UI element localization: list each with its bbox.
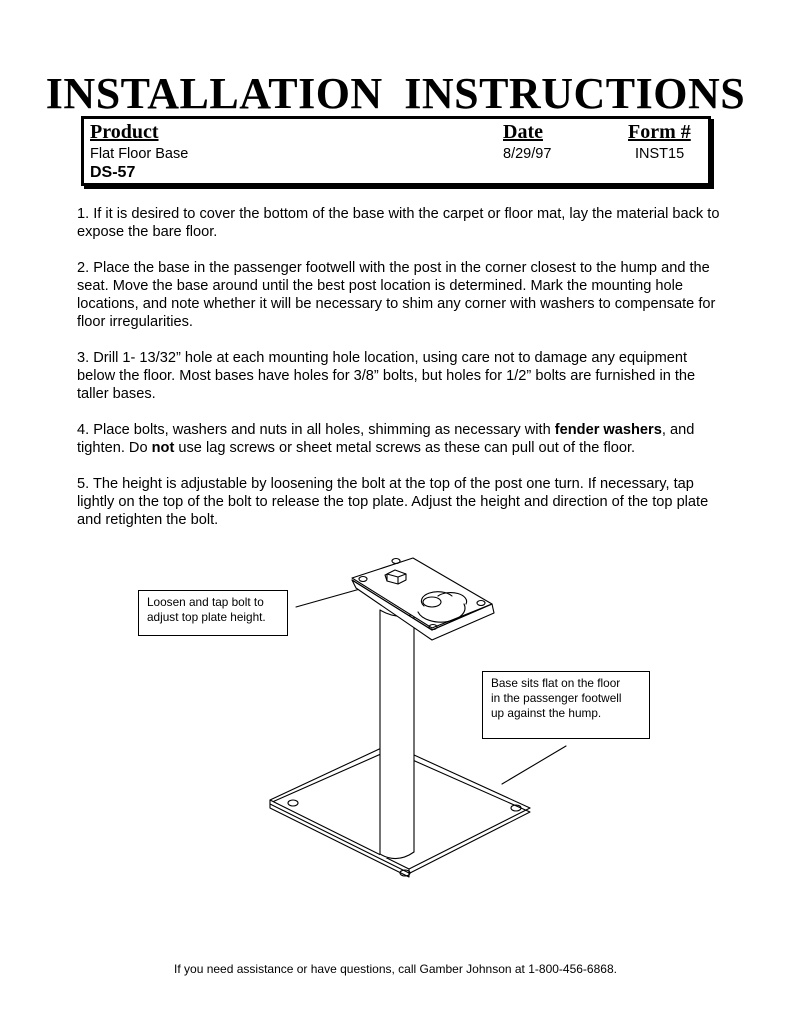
form-value: INST15: [635, 146, 685, 162]
product-value: Flat Floor Base: [90, 146, 189, 162]
callout-top-plate: [138, 590, 288, 636]
step-1: 1. If it is desired to cover the bottom of the base with the carpet or floor mat, lay the material back to expose the bare floor.: [77, 206, 720, 240]
page-title: INSTALLATION INSTRUCTIONS: [45, 69, 746, 118]
product-header: Product: [90, 121, 159, 143]
form-header: Form #: [628, 121, 691, 143]
model-number: DS-57: [90, 164, 136, 181]
leader-line-base: [502, 746, 566, 784]
date-header: Date: [503, 121, 543, 143]
step-4-text-a: 4. Place bolts, washers and nuts in all holes, shimming as necessary with: [77, 422, 555, 438]
step-3: 3. Drill 1- 13/32” hole at each mounting hole location, using care not to damage any equipment below the floor. Most bases have holes for 3/8” bolts, but holes for 1/2” bolts are furnished in the taller bases.: [77, 350, 696, 402]
support-post: [380, 608, 414, 859]
mounting-hole: [392, 559, 400, 564]
step-2: 2. Place the base in the passenger footwell with the post in the corner closest to the hump and the seat. Move the base around until the best post location is determined. Mark the mounting hole locations, and note whether it will be necessary to shim any corner with washers to compensate for floor irregularities.: [77, 260, 716, 330]
callout-top-plate-line-1: Loosen and tap bolt to: [147, 595, 264, 609]
top-plate: [352, 558, 494, 640]
step-4-emphasis-not: not: [151, 440, 175, 456]
step-5: 5. The height is adjustable by loosening the bolt at the top of the post one turn. If necessary, tap lightly on the top of the bolt to release the top plate. Adjust the height and direction of the top plate and retighten the bolt.: [77, 476, 709, 528]
callout-base-line-2: in the passenger footwell: [491, 691, 622, 705]
step-4-text-b: , and tighten. Do: [77, 422, 695, 456]
callout-base-line-3: up against the hump.: [491, 706, 602, 720]
leader-line-top: [296, 589, 360, 607]
callout-top-plate-line-2: adjust top plate height.: [147, 610, 266, 624]
step-4-emphasis-fender-washers: fender washers: [554, 422, 662, 438]
callout-base-line-1: Base sits flat on the floor: [491, 676, 621, 690]
date-value: 8/29/97: [503, 146, 552, 162]
callout-base: [482, 671, 650, 739]
footer-contact: If you need assistance or have questions, call Gamber Johnson at 1-800-456-6868.: [174, 962, 617, 976]
step-4-text-c: use lag screws or sheet metal screws as these can pull out of the floor.: [174, 440, 636, 456]
